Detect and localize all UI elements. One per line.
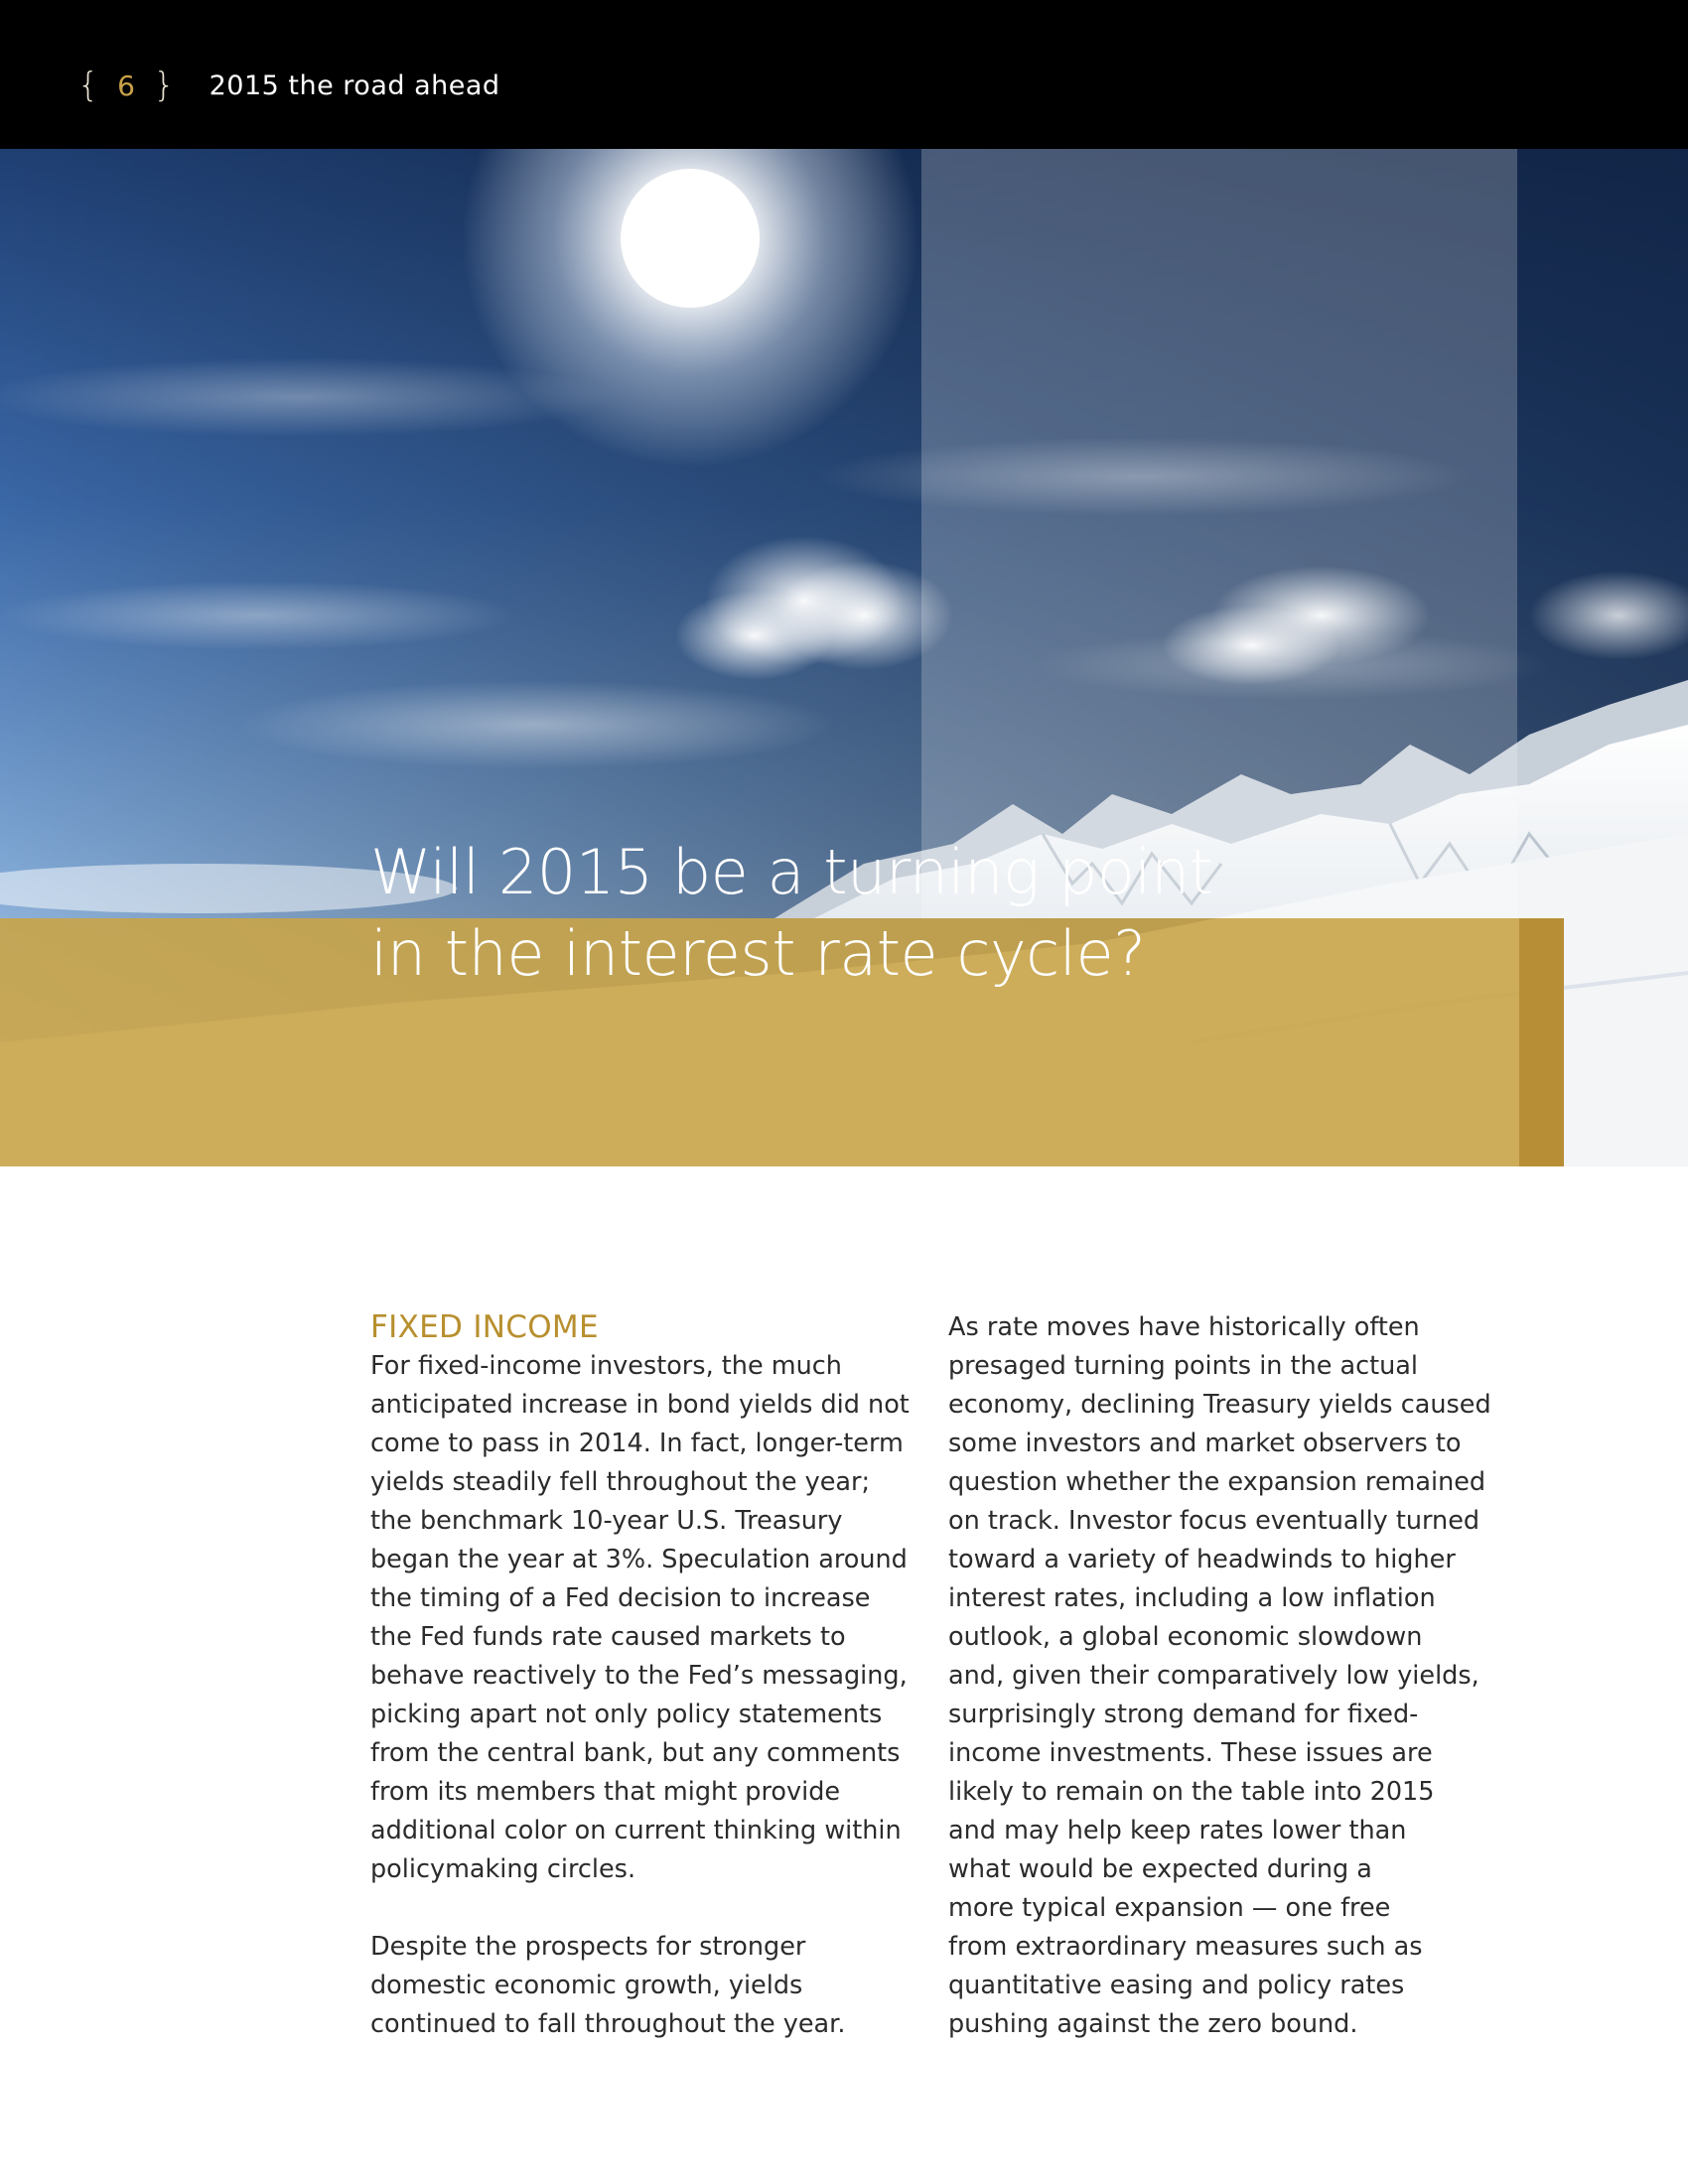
text-line: income investments. These issues are xyxy=(948,1738,1433,1768)
text-line: and may help keep rates lower than xyxy=(948,1816,1407,1845)
text-line: continued to fall throughout the year. xyxy=(370,2009,846,2039)
text-line: question whether the expansion remained xyxy=(948,1467,1486,1497)
text-line: behave reactively to the Fed’s messaging, xyxy=(370,1661,908,1691)
text-line: some investors and market observers to xyxy=(948,1429,1462,1458)
running-title: 2015 the road ahead xyxy=(209,69,500,101)
text-line: pushing against the zero bound. xyxy=(948,2009,1358,2039)
headline-line: in the interest rate cycle? xyxy=(370,917,1146,990)
text-line: likely to remain on the table into 2015 xyxy=(948,1777,1435,1807)
text-line: from its members that might provide xyxy=(370,1777,841,1807)
paragraph xyxy=(948,1308,1491,2044)
text-line: the timing of a Fed decision to increase xyxy=(370,1583,871,1613)
text-line: additional color on current thinking within xyxy=(370,1816,902,1845)
text-line: from extraordinary measures such as xyxy=(948,1932,1423,1962)
page-headline xyxy=(370,832,1463,995)
article-column-left xyxy=(370,1308,912,2044)
text-line: picking apart not only policy statements xyxy=(370,1700,883,1729)
page-header xyxy=(0,0,1688,149)
text-line: the benchmark 10-year U.S. Treasury xyxy=(370,1506,843,1536)
text-line: on track. Investor focus eventually turned xyxy=(948,1506,1480,1536)
text-line: outlook, a global economic slowdown xyxy=(948,1622,1423,1652)
text-line: presaged turning points in the actual xyxy=(948,1351,1419,1381)
brace-close: } xyxy=(153,66,176,105)
text-line: began the year at 3%. Speculation around xyxy=(370,1545,908,1574)
text-line: and, given their comparatively low yields, xyxy=(948,1661,1479,1691)
text-line: more typical expansion — one free xyxy=(948,1893,1391,1923)
translucent-panel xyxy=(921,149,1517,918)
text-line: what would be expected during a xyxy=(948,1854,1372,1884)
title-band-edge xyxy=(1519,918,1564,1166)
text-line: from the central bank, but any comments xyxy=(370,1738,901,1768)
page-marker xyxy=(77,62,500,109)
article-column-right xyxy=(948,1308,1491,2044)
paragraph xyxy=(370,1347,912,1889)
text-line: anticipated increase in bond yields did not xyxy=(370,1390,910,1420)
text-line: For fixed-income investors, the much xyxy=(370,1351,842,1381)
text-line: yields steadily fell throughout the year; xyxy=(370,1467,871,1497)
paragraph xyxy=(370,1928,912,2044)
brace-open: { xyxy=(77,66,100,105)
text-line: come to pass in 2014. In fact, longer-term xyxy=(370,1429,904,1458)
text-line: quantitative easing and policy rates xyxy=(948,1971,1405,2000)
text-line: economy, declining Treasury yields caused xyxy=(948,1390,1491,1420)
text-line: As rate moves have historically often xyxy=(948,1312,1420,1342)
headline-line: Will 2015 be a turning point xyxy=(370,836,1213,908)
text-line: surprisingly strong demand for fixed- xyxy=(948,1700,1419,1729)
hero-image xyxy=(0,149,1688,1166)
text-line: the Fed funds rate caused markets to xyxy=(370,1622,846,1652)
text-line: interest rates, including a low inflation xyxy=(948,1583,1436,1613)
text-line: Despite the prospects for stronger xyxy=(370,1932,806,1962)
text-line: toward a variety of headwinds to higher xyxy=(948,1545,1456,1574)
text-line: policymaking circles. xyxy=(370,1854,636,1884)
text-line: domestic economic growth, yields xyxy=(370,1971,803,2000)
section-label: FIXED INCOME xyxy=(370,1309,599,1345)
page-number: 6 xyxy=(117,68,136,102)
